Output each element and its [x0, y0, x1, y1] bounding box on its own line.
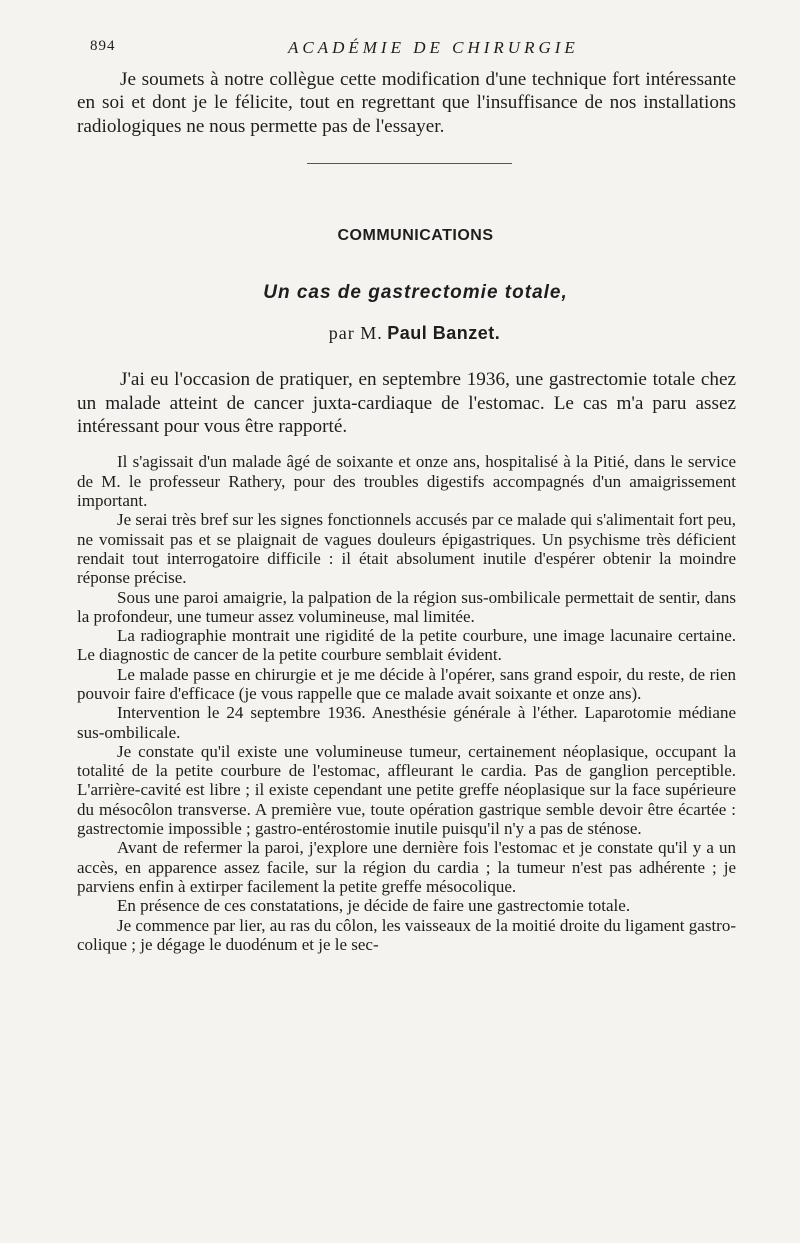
page-number: 894: [90, 38, 116, 54]
page-content: [77, 68, 736, 954]
body-paragraph: Je constate qu'il existe une volumineuse tumeur, certainement néoplasique, occupant la totalité de la petite courbure de l'estomac, affleurant le cardia. Pas de ganglion perceptible. L'arrière-cavité est libre ; il existe cependant une petite greffe néoplasique sur la face supérieure du mésocôlon transverse. A première vue, toute opération gastrique semble devoir être écartée : gastrectomie impossible ; gastro-entérostomie inutile puisqu'il n'y a pas de sténose.: [77, 741, 736, 839]
body-paragraph: Il s'agissait d'un malade âgé de soixante et onze ans, hospitalisé à la Pitié, dans le service de M. le professeur Rathery, pour des troubles digestifs accompagnés d'un amaigrissement important.: [77, 452, 736, 511]
body-paragraph: La radiographie montrait une rigidité de la petite courbure, une image lacunaire certaine. Le diagnostic de cancer de la petite courbure semblait évident.: [77, 626, 736, 665]
author-name: Paul Banzet.: [387, 323, 501, 344]
body-paragraph: En présence de ces constatations, je décide de faire une gastrectomie totale.: [117, 896, 631, 916]
section-heading: COMMUNICATIONS: [337, 227, 494, 245]
body-paragraph: Je commence par lier, au ras du côlon, les vaisseaux de la moitié droite du ligament gastro-colique ; je dégage le duodénum et je le sec-: [77, 915, 736, 954]
running-header: [90, 38, 730, 58]
section-divider: [307, 163, 512, 164]
case-report-body: [77, 452, 736, 954]
previous-article-closing-paragraph: Je soumets à notre collègue cette modification d'une technique fort intéressante en soi et dont je le félicite, tout en regrettant que l'insuffisance de nos installations radiologiques ne nous permette pas de l'essayer.: [77, 69, 736, 137]
body-paragraph: Le malade passe en chirurgie et je me décide à l'opérer, sans grand espoir, du reste, de rien pouvoir faire d'efficace (je vous rappelle que ce malade avait soixante et onze ans).: [77, 664, 736, 703]
body-paragraph: Sous une paroi amaigrie, la palpation de la région sus-ombilicale permettait de sentir, dans la profondeur, une tumeur assez volumineuse, mal limitée.: [77, 587, 736, 626]
journal-title: ACADÉMIE DE CHIRURGIE: [288, 38, 579, 57]
article-title: Un cas de gastrectomie totale,: [263, 282, 568, 304]
body-paragraph: Avant de refermer la paroi, j'explore une dernière fois l'estomac et je constate qu'il y a un accès, en apparence assez facile, sur la région du cardia ; la tumeur n'est pas adhérente ; je parviens enfin à extirper facilement la petite greffe mésocolique.: [77, 838, 736, 896]
body-paragraph: Je serai très bref sur les signes fonctionnels accusés par ce malade qui s'alimentait fort peu, ne vomissait pas et se plaignait de vagues douleurs épigastriques. Un psychisme très déficient rendait tout interrogatoire difficile : il était absolument inutile d'espérer obtenir la moindre réponse précise.: [77, 510, 736, 588]
body-paragraph: Intervention le 24 septembre 1936. Anesthésie générale à l'éther. Laparotomie médiane sus-ombilicale.: [77, 703, 736, 742]
byline: [85, 323, 744, 344]
intro-paragraph: J'ai eu l'occasion de pratiquer, en septembre 1936, une gastrectomie totale chez un malade atteint de cancer juxta-cardiaque de l'estomac. Le cas m'a paru assez intéressant pour vous être rapporté.: [77, 369, 736, 438]
byline-prefix: par M.: [328, 323, 383, 344]
